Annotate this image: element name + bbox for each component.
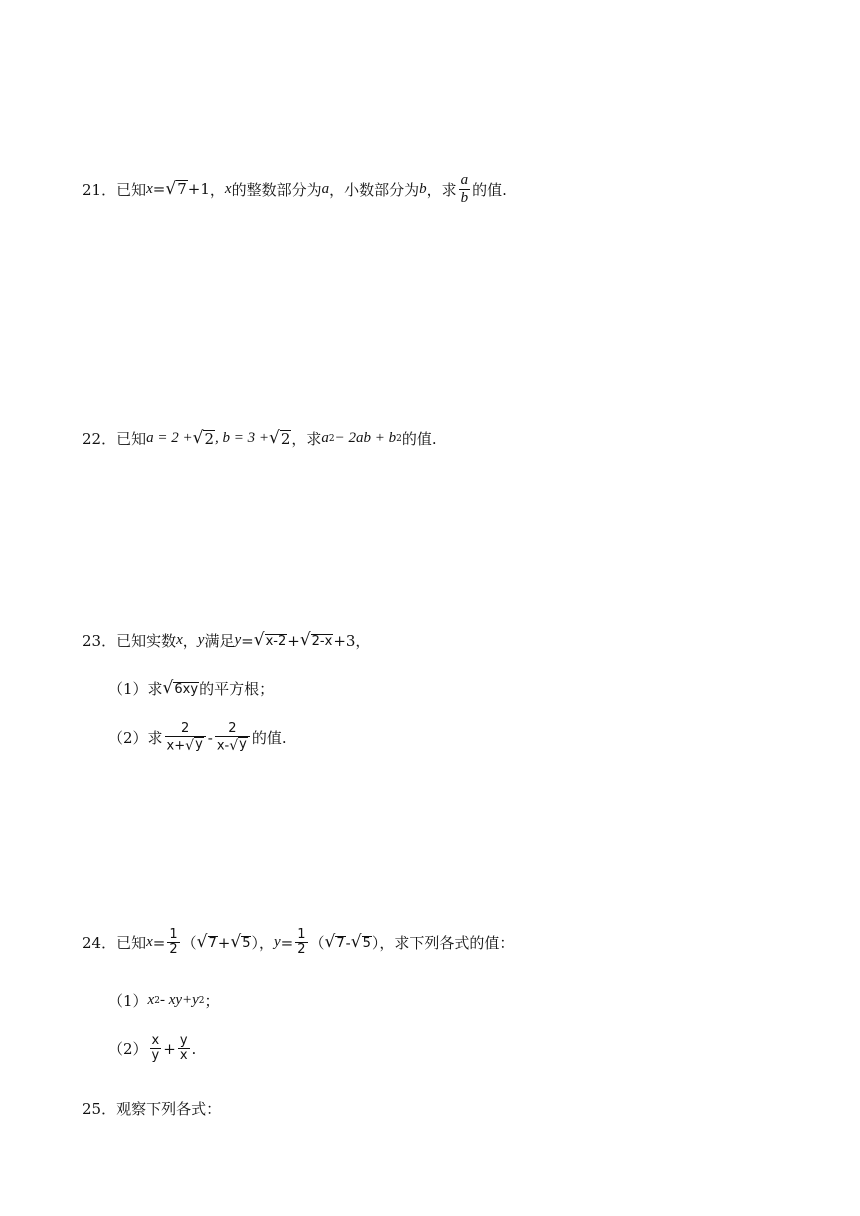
question-24-part-2: （2） $\frac{x}{y}$ + $\frac{y}{x}$ . xyxy=(108,1033,197,1064)
sqrt-2-a: √ 2 xyxy=(192,428,214,449)
question-22: 22． 已知 a = 2 + √ 2 , b = 3 + √ 2 ，求 a 2 − 2ab + b 2 的值. xyxy=(82,428,437,449)
question-21: 21． 已知 x = √ 7 +1 ， x 的整数部分为 a ，小数部分为 b ，求 $\frac{a}{b}$ 的值. xyxy=(82,172,507,206)
fraction-y-over-x: $\frac{y}{x}$ xyxy=(179,1033,188,1064)
sqrt-5-y: √ 5 xyxy=(350,932,371,953)
question-23-part-1: （1）求 √ 6xy 的平方根； xyxy=(108,678,275,698)
question-25: 25． 观察下列各式： xyxy=(82,1100,222,1118)
q21-number: 21． xyxy=(82,180,117,199)
sqrt-6xy: √ 6xy xyxy=(162,678,199,698)
sqrt-x-minus-2: √ x-2 xyxy=(253,630,287,650)
sqrt-2-minus-x: √ 2-x xyxy=(299,630,333,650)
q24-number: 24． xyxy=(82,934,117,953)
q22-number: 22． xyxy=(82,430,117,448)
fraction-one-half-x: $\frac{1}{2}$ xyxy=(169,927,178,958)
q23-number: 23． xyxy=(82,632,117,650)
question-24-part-1: （1） x 2 - xy+y 2 ； xyxy=(108,992,220,1010)
sqrt-7-y: √ 7 xyxy=(324,932,345,953)
question-23: 23． 已知实数 x ， y 满足 y = √ x-2 + √ 2-x +3， xyxy=(82,630,371,650)
question-23-part-2: （2）求 2 x+ √ y - 2 x- √ y 的值. xyxy=(108,721,287,754)
fraction-one-half-y: $\frac{1}{2}$ xyxy=(297,927,306,958)
fraction-2-over-x-minus-sqrt-y: 2 x- √ y xyxy=(215,722,250,754)
sqrt-7-x: √ 7 xyxy=(196,932,217,953)
fraction-x-over-y: $\frac{x}{y}$ xyxy=(151,1033,160,1064)
sqrt-5-x: √ 5 xyxy=(230,932,251,953)
sqrt-2-b: √ 2 xyxy=(269,428,291,449)
question-24: 24． 已知 x = $\frac{1}{2}$ （ √ 7 + √ 5 ）， y = $\frac{1}{2}$ （ √ 7 - √ 5 ），求下列各式的值： xyxy=(82,927,515,958)
q25-number: 25． xyxy=(82,1100,117,1118)
sqrt-7: √ 7 xyxy=(165,178,187,199)
fraction-a-over-b: $\frac{a}{b}$ xyxy=(460,172,469,206)
fraction-2-over-x-plus-sqrt-y: 2 x+ √ y xyxy=(165,722,206,754)
